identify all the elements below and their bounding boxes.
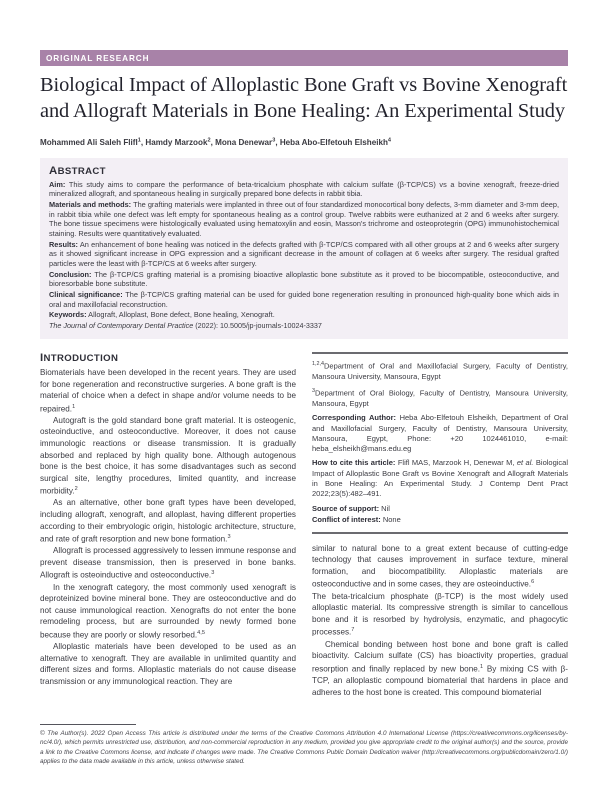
intro-ref-2: 2 bbox=[74, 486, 78, 493]
journal-name: The Journal of Contemporary Dental Practice bbox=[49, 321, 194, 331]
abstract-conclusion-label: Conclusion: bbox=[49, 269, 92, 279]
conflict-of-interest bbox=[312, 515, 568, 526]
abstract-aim-text: This study aims to compare the performance of beta-tricalcium phosphate with calcium sulfate (β-TCP/CS) vs a bovine xenograft, freeze-dried mineralized allograft, and spontaneous healing in surgically prepared bone defects in rabbit tibia. bbox=[49, 179, 559, 199]
conflict-of-interest-label: Conflict of interest: bbox=[312, 515, 381, 525]
intro-paragraph-1 bbox=[40, 367, 296, 415]
abstract-keywords-text: Allograft, Alloplast, Bone defect, Bone healing, Xenograft. bbox=[86, 310, 275, 320]
source-of-support-value: Nil bbox=[379, 503, 390, 513]
intro-paragraph-6 bbox=[40, 641, 296, 687]
affiliation-1-text: Department of Oral and Maxillofacial Surgery, Faculty of Dentistry, Mansoura University, Mansoura, Egypt bbox=[312, 361, 568, 381]
author-list-text: Mohammed Ali Saleh Flifl$^1$, Hamdy Marzook$^2$, Mona Denewar$^3$, Heba Abo-Elfetouh Elsheikh$^4$ bbox=[40, 137, 392, 147]
abstract-clinical-label: Clinical significance: bbox=[49, 289, 123, 299]
abstract-conclusion-text: The β-TCP/CS grafting material is a promising bioactive alloplastic bone substitute as it proved to be biocompatible, osteoconductive, and bioresorbable bone substitute. bbox=[49, 269, 559, 289]
corresponding-author-label: Corresponding Author: bbox=[312, 413, 397, 423]
abstract-clinical-significance bbox=[49, 290, 559, 309]
intro-paragraph-2 bbox=[40, 415, 296, 498]
corresponding-author-text: Heba Abo-Elfetouh Elsheikh, Department of Oral and Maxillofacial Surgery, Faculty of Dentistry, Mansoura University, Mansoura, Egypt, Phone: +20 1024461010, e-mail: heba_elsheikh@mans.edu.eg bbox=[312, 413, 569, 454]
affiliation-1-sup: 1,2,4 bbox=[312, 361, 324, 368]
abstract-aim-label: Aim: bbox=[49, 179, 66, 189]
right-paragraph-3-text-cont: By mixing CS with β-TCP, an alloplastic compound biomaterial that hardens in place and adheres to the host bone is created. This compound biomaterial bbox=[312, 664, 568, 697]
source-of-support-label: Source of support: bbox=[312, 503, 380, 513]
affiliation-2 bbox=[312, 386, 568, 409]
abstract-aim bbox=[49, 180, 559, 199]
intro-paragraph-2-text: Autograft is the gold standard bone graft material. It is osteogenic, osteoinductive, and osteoconductive. Moreover, it does not cause immunologic reactions or disease transmission. It is gradually absorbed and replaced by high quality bone. Although autogenous bone is the best choice, it has some disadvantages such as second surgical site, lengthy procedures, limited quantity, and increase morbidity. bbox=[40, 415, 296, 496]
abstract-results-label: Results: bbox=[49, 239, 78, 249]
introduction-heading-cap: I bbox=[40, 352, 44, 365]
abstract-methods-text: The grafting materials were implanted in three out of four standardized monocortical bony defects, 3-mm diameter and 3-mm deep, in rabbit tibia while one defect was left empty for spontaneous healing as a control group. Twelve rabbits were euthanized at 2 and 6 weeks after surgery. The bone tissue specimens were histologically evaluated using hematoxylin and eosin, Masson's trichrome and osteoprotegrin (OPG) immunohistochemical staining. Results were quantitatively evaluated. bbox=[49, 200, 559, 238]
footer-rule bbox=[40, 724, 136, 725]
abstract-heading-rest: BSTRACT bbox=[57, 165, 106, 177]
how-to-cite-etal: et al. bbox=[516, 458, 534, 468]
abstract-results-text: An enhancement of bone healing was noticed in the defects grafted with β-TCP/CS compared with all other groups at 2 and 6 weeks after surgery as it showed significant increase in OPG expression and a significant decrease in the amount of collagen at 6 weeks after surgery. The residual grafted particles were the least with β-TCP/CS at 6 weeks after surgery. bbox=[49, 239, 559, 268]
right-column bbox=[312, 352, 568, 698]
conflict-of-interest-value: None bbox=[380, 515, 401, 525]
abstract-conclusion bbox=[49, 270, 559, 289]
license-footer bbox=[40, 724, 568, 766]
affiliation-2-sup: 3 bbox=[312, 388, 315, 395]
abstract-keywords bbox=[49, 310, 559, 320]
abstract-results bbox=[49, 240, 559, 269]
intro-paragraph-4 bbox=[40, 545, 296, 581]
page-title: Biological Impact of Alloplastic Bone Graft vs Bovine Xenograft and Allograft Materials in Bone Healing: An Experimental Study bbox=[40, 74, 568, 122]
intro-paragraph-4-text: Allograft is processed aggressively to lessen immune response and prevent disease transmission, then is preserved in bone banks. Allograft is osteoinductive and osteoconductive. bbox=[40, 546, 296, 581]
abstract-heading bbox=[49, 165, 559, 177]
intro-paragraph-5 bbox=[40, 582, 296, 641]
journal-citation bbox=[49, 321, 559, 331]
introduction-heading bbox=[40, 352, 296, 364]
affiliation-2-text: Department of Oral Biology, Faculty of Dentistry, Mansoura University, Mansoura, Egypt bbox=[312, 388, 568, 408]
affiliation-rule-bottom bbox=[312, 532, 568, 534]
intro-paragraph-3-text: As an alternative, other bone graft types have been developed, including allograft, xenograft, and alloplast, having different properties according to their embryologic origin, histologic architecture, structure, and rate of graft resorption and new bone formation. bbox=[40, 498, 296, 544]
right-paragraph-1 bbox=[312, 543, 568, 591]
intro-paragraph-3 bbox=[40, 497, 296, 545]
abstract-methods-label: Materials and methods: bbox=[49, 200, 132, 210]
corresponding-author bbox=[312, 413, 568, 454]
affiliation-1 bbox=[312, 359, 568, 382]
intro-ref-4: 3 bbox=[211, 570, 215, 577]
abstract-clinical-text: The β-TCP/CS grafting material can be used for guided bone regeneration resulting in pronounced high-quality bone which aids in oral and maxillofacial reconstruction. bbox=[49, 289, 559, 309]
right-ref-6: 6 bbox=[531, 579, 535, 586]
abstract-heading-cap: A bbox=[49, 164, 58, 177]
how-to-cite-text-2: Biological Impact of Alloplastic Bone Graft vs Bovine Xenograft and Allograft Materials in Bone Healing: An Experimental Study. J Contemp Dent Pract 2022;23(5):482–491. bbox=[312, 458, 568, 499]
right-paragraph-1-text: similar to natural bone to a great extent because of cutting-edge technology that causes improvement in surface texture, mineral formation, and biocompatibility. Alloplastic materials are osteoconductive and in some cases, they are osteoinductive. bbox=[312, 543, 568, 590]
source-of-support bbox=[312, 504, 568, 515]
introduction-heading-rest: NTRODUCTION bbox=[43, 353, 119, 365]
intro-ref-3: 3 bbox=[227, 534, 231, 541]
right-paragraph-2 bbox=[312, 591, 568, 639]
how-to-cite-label: How to cite this article: bbox=[312, 458, 396, 468]
body-columns bbox=[40, 352, 568, 698]
intro-ref-1: 1 bbox=[72, 403, 76, 410]
intro-paragraph-6-text: Alloplastic materials have been developed to be used as an alternative to xenograft. They are available in unlimited quantity and different sizes and forms. Alloplastic materials do not cause disease transmission or any immunological reaction. They are bbox=[40, 642, 296, 686]
intro-ref-5: 4,5 bbox=[197, 629, 205, 636]
category-band bbox=[40, 50, 568, 66]
abstract-keywords-label: Keywords: bbox=[49, 310, 87, 320]
affiliation-rule-top bbox=[312, 352, 568, 354]
category-band-label: ORIGINAL RESEARCH bbox=[46, 53, 150, 63]
license-text: © The Author(s). 2022 Open Access This article is distributed under the terms of the Creative Commons Attribution 4.0 International License (https://creativecommons.org/licenses/by-nc/4.0/), which permits unrestricted use, distribution, and non-commercial reproduction in any medium, provided you give appropriate credit to the original author(s) and the source, provide a link to the Creative Commons license, and indicate if changes were made. The Creative Commons Public Domain Dedication waiver (http://creativecommons.org/publicdomain/zero/1.0/) applies to the data made available in this article, unless otherwise stated. bbox=[40, 730, 568, 765]
intro-paragraph-1-text: Biomaterials have been developed in the recent years. They are used for bone regeneration and reconstructive surgeries. A bone graft is the material of choice when a defect in shape and/or volume needs to be repaired. bbox=[40, 368, 296, 414]
left-column bbox=[40, 352, 296, 698]
right-ref-7: 7 bbox=[351, 627, 355, 634]
abstract-box bbox=[40, 158, 568, 339]
right-ref-1: 1 bbox=[480, 663, 484, 670]
author-list bbox=[40, 135, 568, 148]
right-paragraph-3-text: Chemical bonding between host bone and bone graft is called bioactivity. Calcium sulfate (CS) has bioactivity properties, gradual resorption and finally replaced by new bone. bbox=[312, 639, 568, 674]
right-paragraph-2-text: The beta-tricalcium phosphate (β-TCP) is the most widely used alloplastic material. Its compressive strength is similar to cancellous bone and it is resorbed by hydrolysis, enzymatic, and phagocytic processes. bbox=[312, 591, 568, 638]
intro-paragraph-5-text: In the xenograft category, the most commonly used xenograft is deproteinized bovine mineral bone. They are osteoconductive and do not cause immunological reaction. Xenografts do not enter the bone remodeling process, but are surrounded by newly formed bone because they are poorly or slowly resorbed. bbox=[40, 582, 296, 640]
how-to-cite bbox=[312, 458, 568, 499]
right-paragraph-3 bbox=[312, 639, 568, 698]
how-to-cite-text-1: Flifl MAS, Marzook H, Denewar M, bbox=[395, 458, 517, 468]
journal-doi: (2022): 10.5005/jp-journals-10024-3337 bbox=[193, 321, 322, 331]
abstract-methods bbox=[49, 200, 559, 238]
